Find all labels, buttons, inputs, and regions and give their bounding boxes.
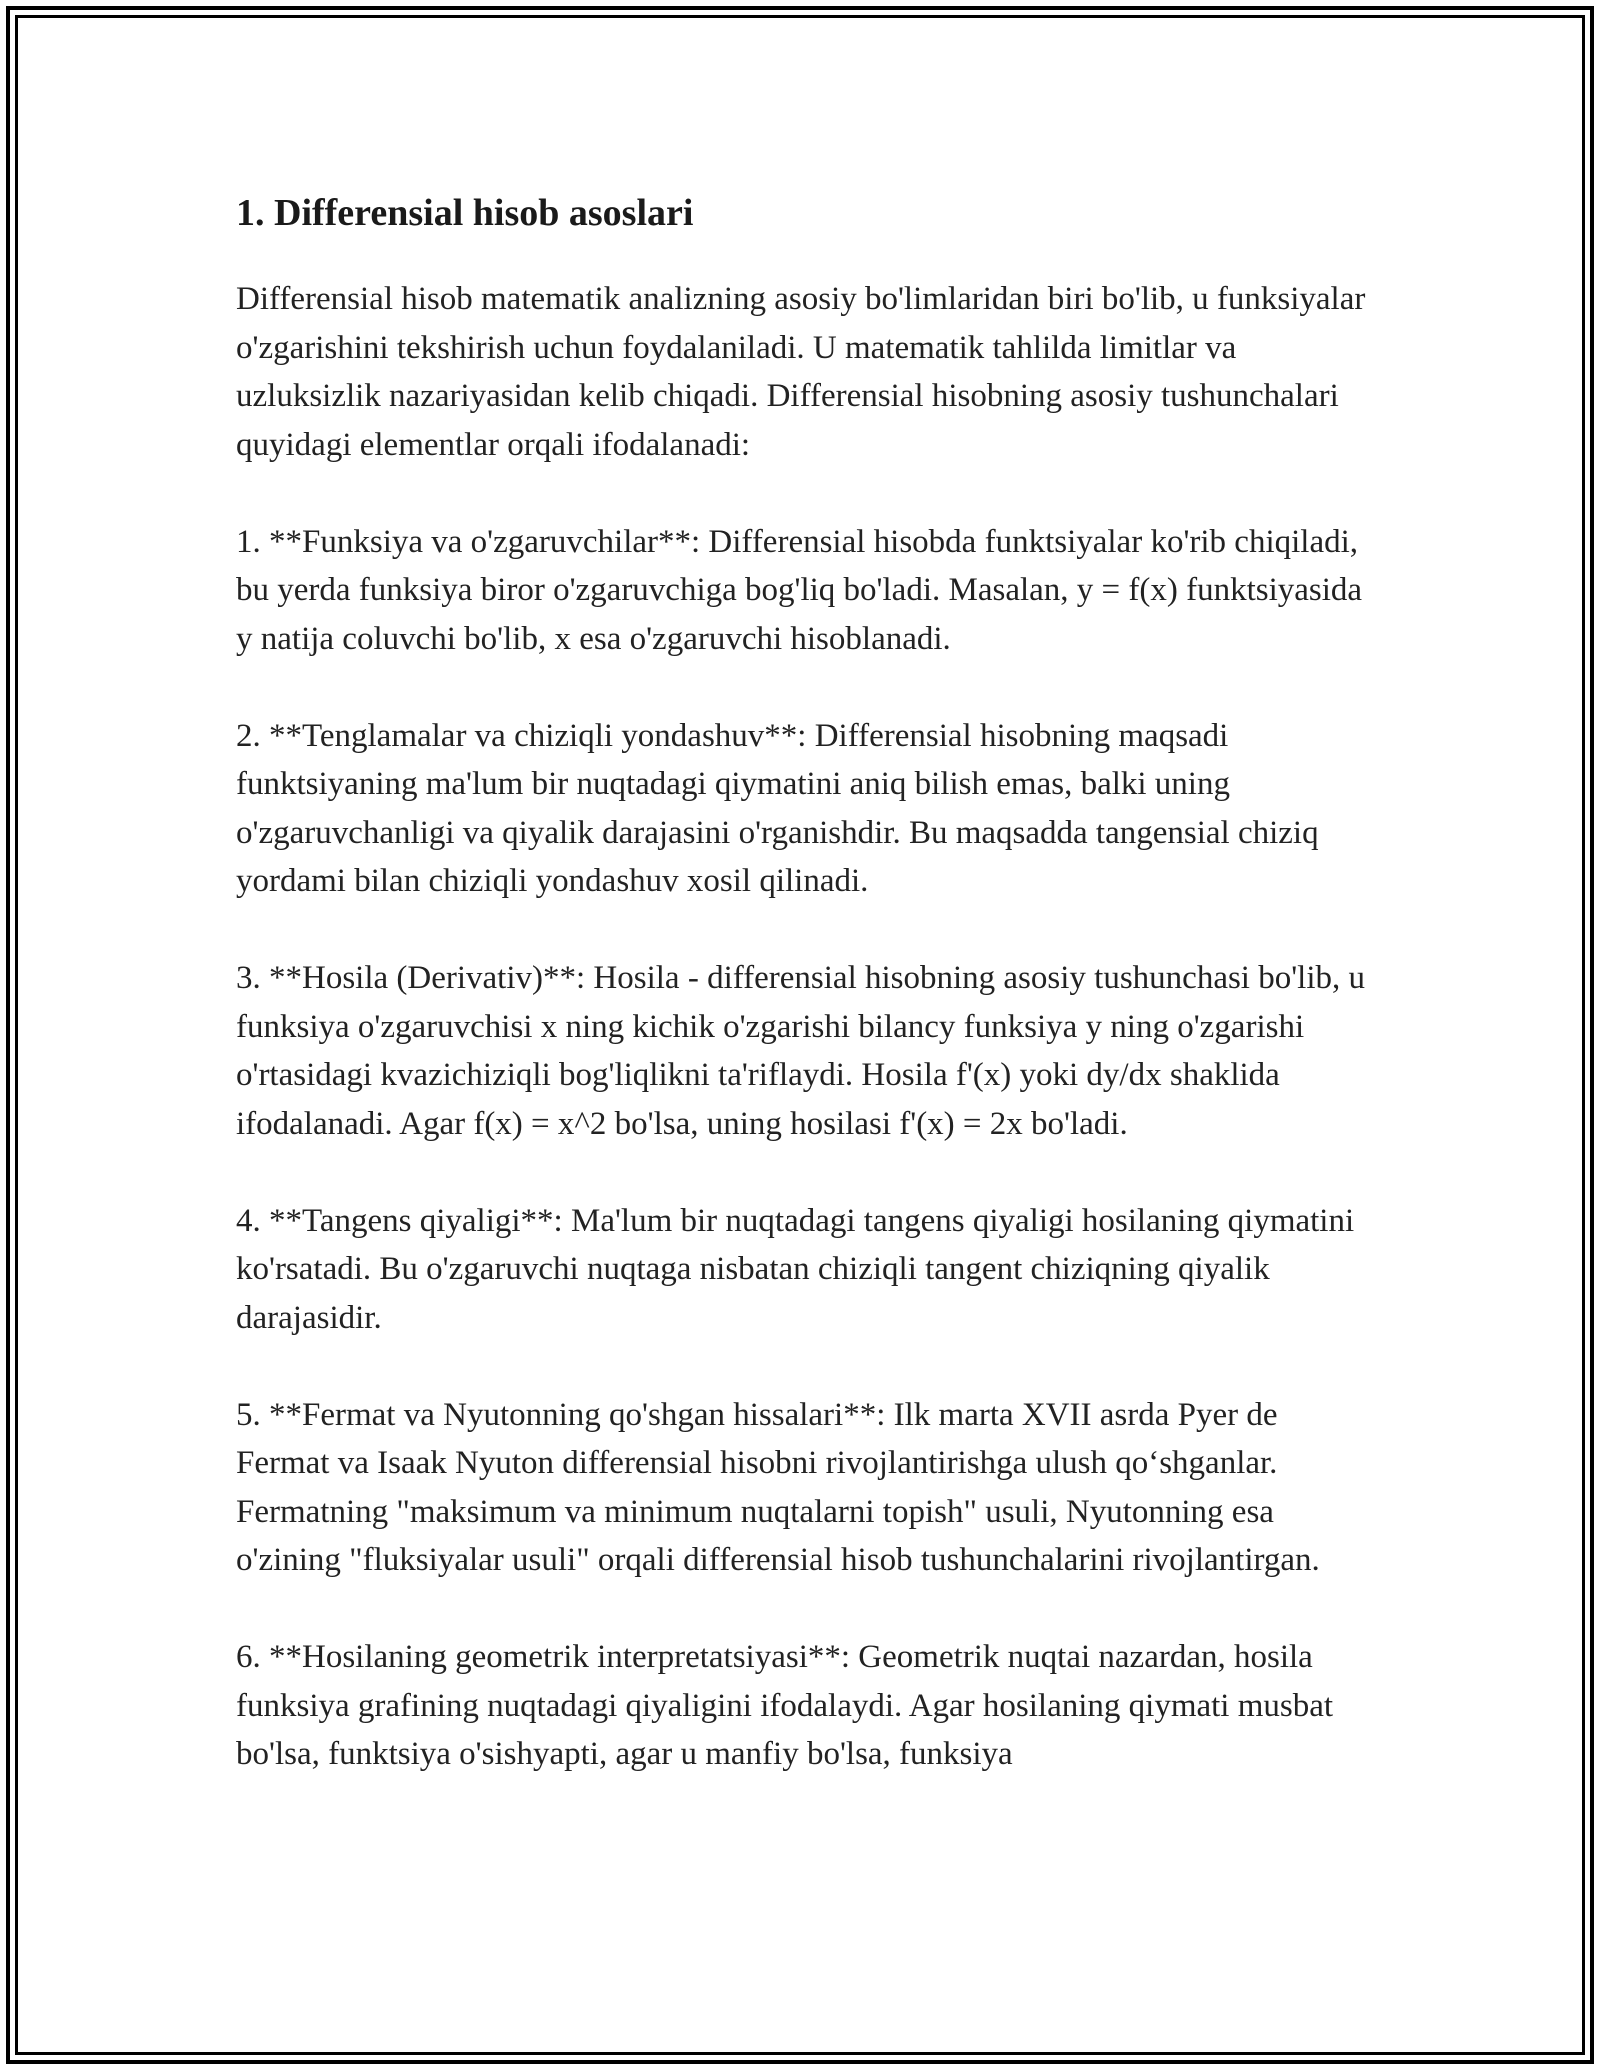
list-item-1: 1. **Funksiya va o'zgaruvchilar**: Differensial hisobda funktsiyalar ko'rib chiqiladi, bu yerda funksiya biror o'zgaruvchiga bog'liq bo'ladi. Masalan, y = f(x) funktsiyasida y natija coluvchi bo'lib, x esa o'zgaruvchi hisoblanadi.: [236, 523, 1363, 657]
list-item-3: 3. **Hosila (Derivativ)**: Hosila - differensial hisobning asosiy tushunchasi bo'lib, u funksiya o'zgaruvchisi x ning kichik o'zgarishi bilancy funksiya y ning o'zgarishi o'rtasidagi kvazichiziqli bog'liqlikni ta'riflaydi. Hosila f'(x) yoki dy/dx shaklida ifodalanadi. Agar f(x) = x^2 bo'lsa, uning hosilasi f'(x) = 2x bo'ladi.: [236, 960, 1366, 1142]
document-page: [236, 185, 1376, 1827]
list-item-4: 4. **Tangens qiyaligi**: Ma'lum bir nuqtadagi tangens qiyaligi hosilaning qiymatini ko'rsatadi. Bu o'zgaruvchi nuqtaga nisbatan chiziqli tangent chiziqning qiyalik darajasidir.: [236, 1202, 1355, 1336]
list-item-6: 6. **Hosilaning geometrik interpretatsiyasi**: Geometrik nuqtai nazardan, hosila funksiya grafining nuqtadagi qiyaligini ifodalaydi. Agar hosilaning qiymati musbat bo'lsa, funktsiya o'sishyapti, agar u manfiy bo'lsa, funksiya: [236, 1639, 1334, 1772]
section-title: 1. Differensial hisob asoslari: [236, 192, 694, 234]
list-item-2: 2. **Tenglamalar va chiziqli yondashuv**: Differensial hisobning maqsadi funktsiyaning ma'lum bir nuqtadagi qiymatini aniq bilish emas, balki uning o'zgaruvchanligi va qiyalik darajasini o'rganishdir. Bu maqsadda tangensial chiziq yordami bilan chiziqli yondashuv xosil qilinadi.: [236, 717, 1319, 899]
list-item-5: 5. **Fermat va Nyutonning qo'shgan hissalari**: Ilk marta XVII asrda Pyer de Fermat va Isaak Nyuton differensial hisobni rivojlantirishga ulush qo‘shganlar. Fermatning "maksimum va minimum nuqtalarni topish" usuli, Nyutonning esa o'zining "fluksiyalar usuli" orqali differensial hisob tushunchalarini rivojlantirgan.: [236, 1396, 1320, 1578]
intro-paragraph: Differensial hisob matematik analizning asosiy bo'limlaridan biri bo'lib, u funksiyalar o'zgarishini tekshirish uchun foydalaniladi. U matematik tahlilda limitlar va uzluksizlik nazariyasidan kelib chiqadi. Differensial hisobning asosiy tushunchalari quyidagi elementlar orqali ifodalanadi:: [236, 281, 1366, 463]
